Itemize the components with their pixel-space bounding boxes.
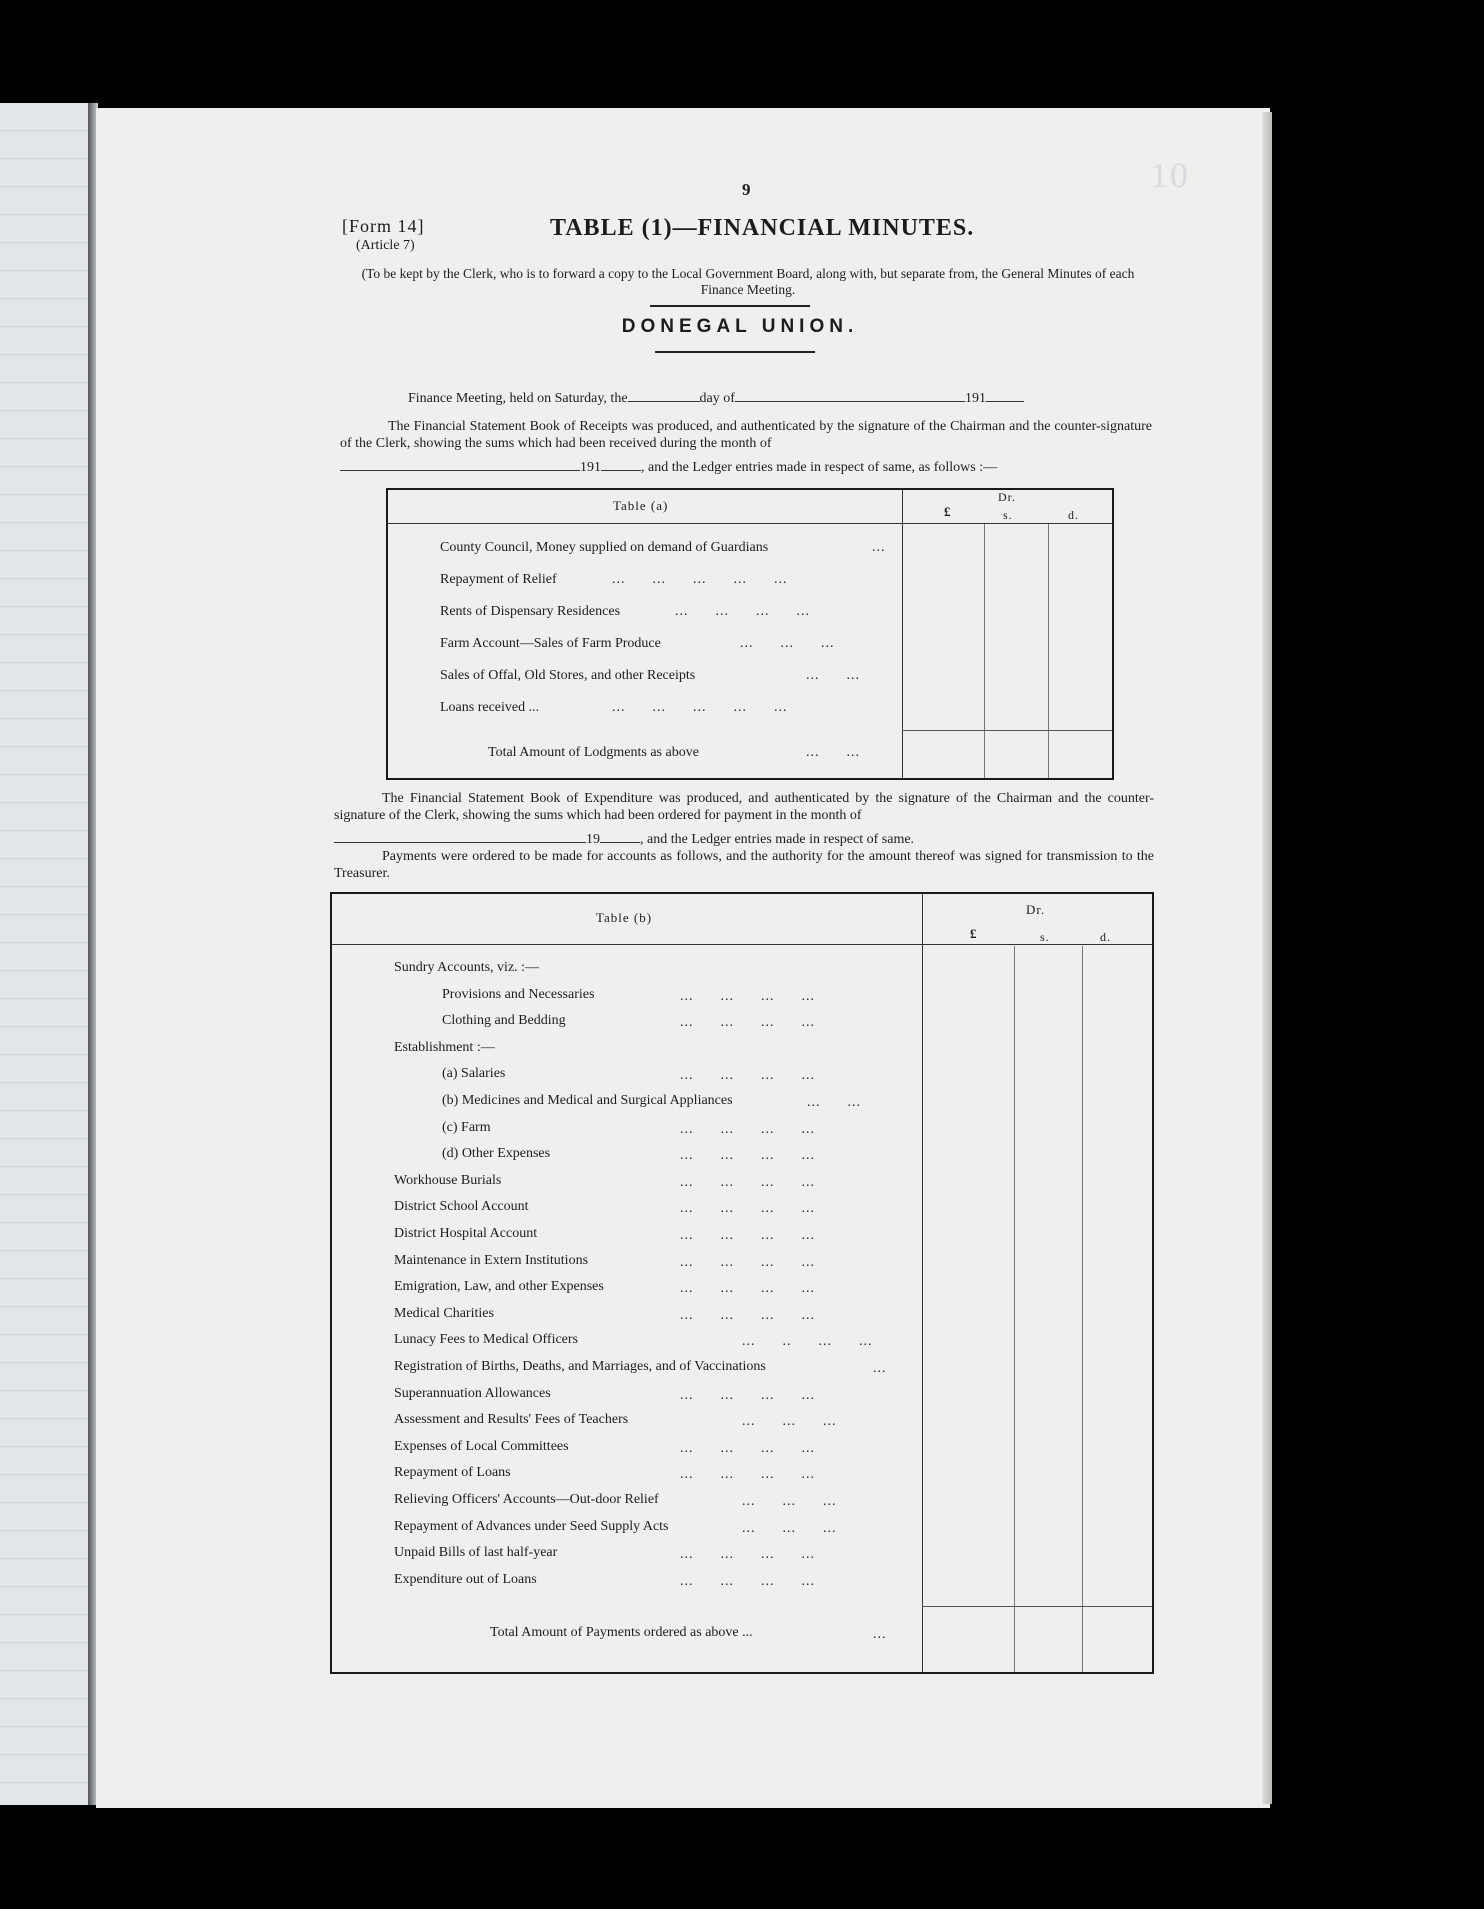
receipts-year-prefix: 191 xyxy=(580,460,601,475)
table-row: Unpaid Bills of last half-year xyxy=(394,1545,558,1561)
table-row-dots: ... ... ... xyxy=(742,1520,837,1536)
table-row-dots: ... ... ... xyxy=(742,1494,837,1509)
union-name: DONEGAL UNION. xyxy=(621,316,859,337)
table-row: Repayment of Relief xyxy=(440,572,557,587)
table-row-dots: ... ... ... ... ... xyxy=(612,572,788,587)
table-a-col-rule xyxy=(984,524,985,778)
table-row: Sundry Accounts, viz. :— xyxy=(394,960,540,975)
table-row: Repayment of Loans xyxy=(394,1465,511,1481)
table-b-col-rule xyxy=(1014,946,1015,1672)
page-title: TABLE (1)—FINANCIAL MINUTES. xyxy=(550,215,975,241)
table-b-col-rule xyxy=(1082,946,1083,1672)
table-row-dots: ... ... ... ... xyxy=(680,1387,815,1403)
page-edge xyxy=(1262,112,1272,1804)
table-a-col-rule xyxy=(902,490,903,778)
receipts-tail: , and the Ledger entries made in respect of same, as follows :— xyxy=(641,460,998,475)
table-row-dots: ... ... ... ... xyxy=(680,1440,815,1456)
table-a-pence: d. xyxy=(1068,508,1079,522)
table-row-dots: ... xyxy=(873,1361,887,1376)
month-blank[interactable] xyxy=(735,390,965,402)
table-row-dots: ... ... ... ... ... xyxy=(612,700,788,715)
table-row-dots: ... ... ... ... xyxy=(680,1121,815,1137)
table-row: Sales of Offal, Old Stores, and other Receipts xyxy=(440,668,696,683)
table-row-dots: ... ... xyxy=(807,1095,861,1110)
page-number: 9 xyxy=(742,180,751,199)
table-b-heading: Table (b) xyxy=(596,910,653,925)
meeting-day-of-label: day of xyxy=(699,391,735,406)
table-row: Lunacy Fees to Medical Officers xyxy=(394,1332,579,1348)
receipts-paragraph: The Financial Statement Book of Receipts was produced, and authenticated by the signature of the Chairman and the counter-signature of the Clerk, showing the sums which had been received during the month of xyxy=(340,419,1152,451)
table-row-dots: ... ... ... ... xyxy=(680,1281,815,1297)
table-a-col-rule xyxy=(1048,524,1049,778)
payments-paragraph: Payments were ordered to be made for accounts as follows, and the authority for the amount thereof was signed for transmission to the Treasurer. xyxy=(334,849,1154,881)
receipts-year-blank[interactable] xyxy=(601,459,641,471)
table-row: Rents of Dispensary Residences xyxy=(440,604,621,619)
expenditure-tail: , and the Ledger entries made in respect of same. xyxy=(640,832,915,847)
table-row: Medical Charities xyxy=(394,1305,494,1321)
expenditure-year-blank[interactable] xyxy=(600,831,640,843)
union-rule xyxy=(655,351,815,353)
expenditure-year-prefix: 19 xyxy=(586,832,600,847)
day-blank[interactable] xyxy=(628,390,700,402)
table-b xyxy=(330,892,1154,1674)
table-row-dots: ... ... ... ... xyxy=(680,1068,815,1084)
table-row: Superannuation Allowances xyxy=(394,1385,551,1401)
table-row-dots: ... ... ... ... xyxy=(680,1467,815,1483)
table-row: Farm Account—Sales of Farm Produce xyxy=(440,636,661,651)
table-b-header-rule xyxy=(332,944,1152,945)
table-row: District School Account xyxy=(394,1199,529,1215)
expenditure-month-line xyxy=(334,831,914,848)
instruction-rule xyxy=(650,305,810,307)
table-row-dots: ... ... ... ... xyxy=(680,1201,815,1217)
expenditure-month-blank[interactable] xyxy=(334,831,586,843)
table-row-dots: ... ... ... ... xyxy=(680,1254,815,1270)
table-row-dots: ... ... ... ... xyxy=(680,1174,815,1190)
table-a-dr: Dr. xyxy=(998,490,1016,504)
table-row: (c) Farm xyxy=(442,1119,491,1135)
table-row-dots: ... ... ... ... xyxy=(680,1015,815,1031)
table-row: Clothing and Bedding xyxy=(442,1013,566,1029)
meeting-year-prefix: 191 xyxy=(964,391,986,406)
table-row-dots: ... ... ... ... xyxy=(680,1228,815,1243)
table-total-dots: ... ... xyxy=(806,745,860,760)
form-reference: [Form 14] xyxy=(342,216,425,236)
receipts-month-line xyxy=(340,459,997,476)
table-a xyxy=(386,488,1114,780)
table-a-header-rule xyxy=(388,523,1112,524)
instruction-note: (To be kept by the Clerk, who is to forward a copy to the Local Government Board, along with, but separate from, the General Minutes of each Finance Meeting. xyxy=(361,266,1135,297)
table-row-dots: ... ... ... ... xyxy=(675,604,810,619)
table-b-total-rule xyxy=(922,1606,1152,1607)
table-row: (a) Salaries xyxy=(442,1066,506,1082)
table-row-dots: ... ... ... ... xyxy=(680,988,815,1004)
table-row-dots: ... .. ... ... xyxy=(742,1334,873,1350)
table-row: (b) Medicines and Medical and Surgical Appliances xyxy=(442,1093,733,1108)
facing-page xyxy=(0,103,92,1805)
table-row: Repayment of Advances under Seed Supply Acts xyxy=(394,1518,669,1534)
table-row-dots: ... ... ... xyxy=(742,1414,837,1430)
table-row: Registration of Births, Deaths, and Marriages, and of Vaccinations xyxy=(394,1359,766,1374)
table-row-dots: ... ... ... xyxy=(740,636,835,651)
table-b-pounds: £ xyxy=(970,926,978,941)
table-row-dots: ... ... xyxy=(806,668,860,683)
table-row: Expenditure out of Loans xyxy=(394,1571,537,1587)
corner-page-number: 10 xyxy=(1150,155,1190,195)
table-row: Emigration, Law, and other Expenses xyxy=(394,1279,604,1295)
table-row: (d) Other Expenses xyxy=(442,1146,551,1162)
table-row: Workhouse Burials xyxy=(394,1172,502,1188)
table-b-col-rule xyxy=(922,894,923,1672)
table-row: Maintenance in Extern Institutions xyxy=(394,1252,589,1268)
table-row: Assessment and Results' Fees of Teachers xyxy=(394,1412,629,1428)
meeting-label: Finance Meeting, held on Saturday, the xyxy=(408,391,628,406)
table-total-label: Total Amount of Lodgments as above xyxy=(488,745,699,760)
article-reference: (Article 7) xyxy=(356,238,415,253)
table-row: Establishment :— xyxy=(394,1039,495,1055)
table-row: County Council, Money supplied on demand of Guardians xyxy=(440,540,769,555)
table-a-shillings: s. xyxy=(1003,508,1013,522)
receipts-month-blank[interactable] xyxy=(340,459,580,471)
table-b-dr: Dr. xyxy=(1026,902,1046,917)
table-b-shillings: s. xyxy=(1040,930,1050,944)
table-a-total-rule xyxy=(902,730,1112,731)
table-row: Loans received ... xyxy=(440,700,540,715)
table-row-dots: ... ... ... ... xyxy=(680,1307,815,1323)
table-b-pence: d. xyxy=(1100,930,1111,944)
table-row: Relieving Officers' Accounts—Out-door Relief xyxy=(394,1492,659,1507)
table-row: Expenses of Local Committees xyxy=(394,1438,569,1454)
table-row-dots: ... ... ... ... xyxy=(680,1547,815,1563)
table-row-dots: ... ... ... ... xyxy=(680,1573,815,1589)
table-row: District Hospital Account xyxy=(394,1226,538,1241)
table-a-pounds: £ xyxy=(944,504,952,519)
table-row-dots: ... xyxy=(872,540,886,555)
expenditure-paragraph: The Financial Statement Book of Expenditure was produced, and authenticated by the signature of the Chairman and the counter-signature of the Clerk, showing the sums which had been ordered for payment in the month of xyxy=(334,791,1154,823)
table-a-heading: Table (a) xyxy=(613,498,669,513)
table-row-dots: ... ... ... ... xyxy=(680,1148,815,1164)
meeting-line xyxy=(408,390,1024,407)
table-total-label: Total Amount of Payments ordered as above ... xyxy=(490,1625,753,1640)
year-blank[interactable] xyxy=(986,390,1024,402)
table-row: Provisions and Necessaries xyxy=(442,986,595,1002)
table-total-dots: ... xyxy=(873,1627,887,1642)
